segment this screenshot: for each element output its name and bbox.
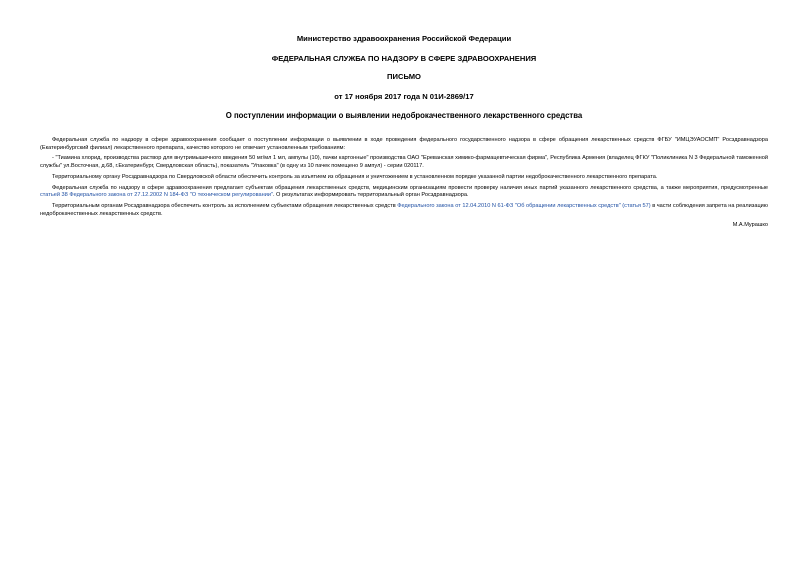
paragraph-text: Территориальным органам Росздравнадзора обеспечить контроль за исполнением субъектами обращения лекарственных средств <box>52 202 398 209</box>
ministry-title: Министерство здравоохранения Российской Федерации <box>296 34 512 43</box>
paragraph-text: в части соблюдения запрета на реализацию недоброкачественных лекарственных средств. <box>40 202 768 217</box>
article-57-link[interactable]: (статья 57) <box>622 202 651 209</box>
paragraph-intro: Федеральная служба по надзору в сфере здравоохранения сообщает о поступлении информации о выявлении в ходе проведения федерального государственного надзора в сфере обращения лекарственных средств ФГБУ "ИМЦЭУАОСМП" Росздравнадзора (Екатеринбургский филиал) лекарственного препарата, качество которого не отвечает установленным требованиям: <box>40 137 768 151</box>
paragraph-territorial-control: Территориальному органу Росздравнадзора по Свердловской области обеспечить контроль за изъятием из обращения и уничтожением в установленном порядке указанной партии недоброкачественного лекарственного препарата. <box>52 173 658 180</box>
law-61-fz-link[interactable]: Федерального закона от 12.04.2010 N 61-ФЗ "Об обращении лекарственных средств" <box>397 202 621 209</box>
document-page <box>40 34 768 229</box>
paragraph-enforcement <box>40 203 768 218</box>
paragraph-text: . О результатах информировать территориальный орган Росздравнадзора. <box>272 192 469 199</box>
document-subject: О поступлении информации о выявлении недоброкачественного лекарственного средства <box>225 111 583 120</box>
document-body <box>40 137 768 218</box>
document-type: ПИСЬМО <box>387 72 421 81</box>
document-date-number: от 17 ноября 2017 года N 01И-2869/17 <box>334 92 474 101</box>
paragraph-drug-details: - "Тиамина хлорид, производства раствор для внутримышечного введения 50 мг/мл 1 мл, ампулы (10), пачки картонные" производства ОАО "Ереванская химико-фармацевтическая фирма", Республика Армения (владелец ФГКУ "Поликлиника N 3 Федеральной таможенной службы" ул.Восточная, д.68, г.Екатеринбург, Свердловская область), показатель "Упаковка" (в одну из 10 пачек помещено 9 ампул) - серии 020117. <box>40 155 768 170</box>
paragraph-text: Федеральная служба по надзору в сфере здравоохранения предлагает субъектам обращения лекарственных средств, медицинским организациям провести проверку наличия иных партий указанного лекарственного средства, а также мероприятия, предусмотренные <box>52 184 768 191</box>
law-184-fz-link[interactable]: статьей 38 Федерального закона от 27.12.2002 N 184-ФЗ "О техническом регулировании" <box>40 192 273 199</box>
signature: М.А.Мурашко <box>732 222 768 229</box>
paragraph-inspection-proposal <box>40 185 768 200</box>
agency-title: ФЕДЕРАЛЬНАЯ СЛУЖБА ПО НАДЗОРУ В СФЕРЕ ЗДРАВООХРАНЕНИЯ <box>271 54 537 63</box>
